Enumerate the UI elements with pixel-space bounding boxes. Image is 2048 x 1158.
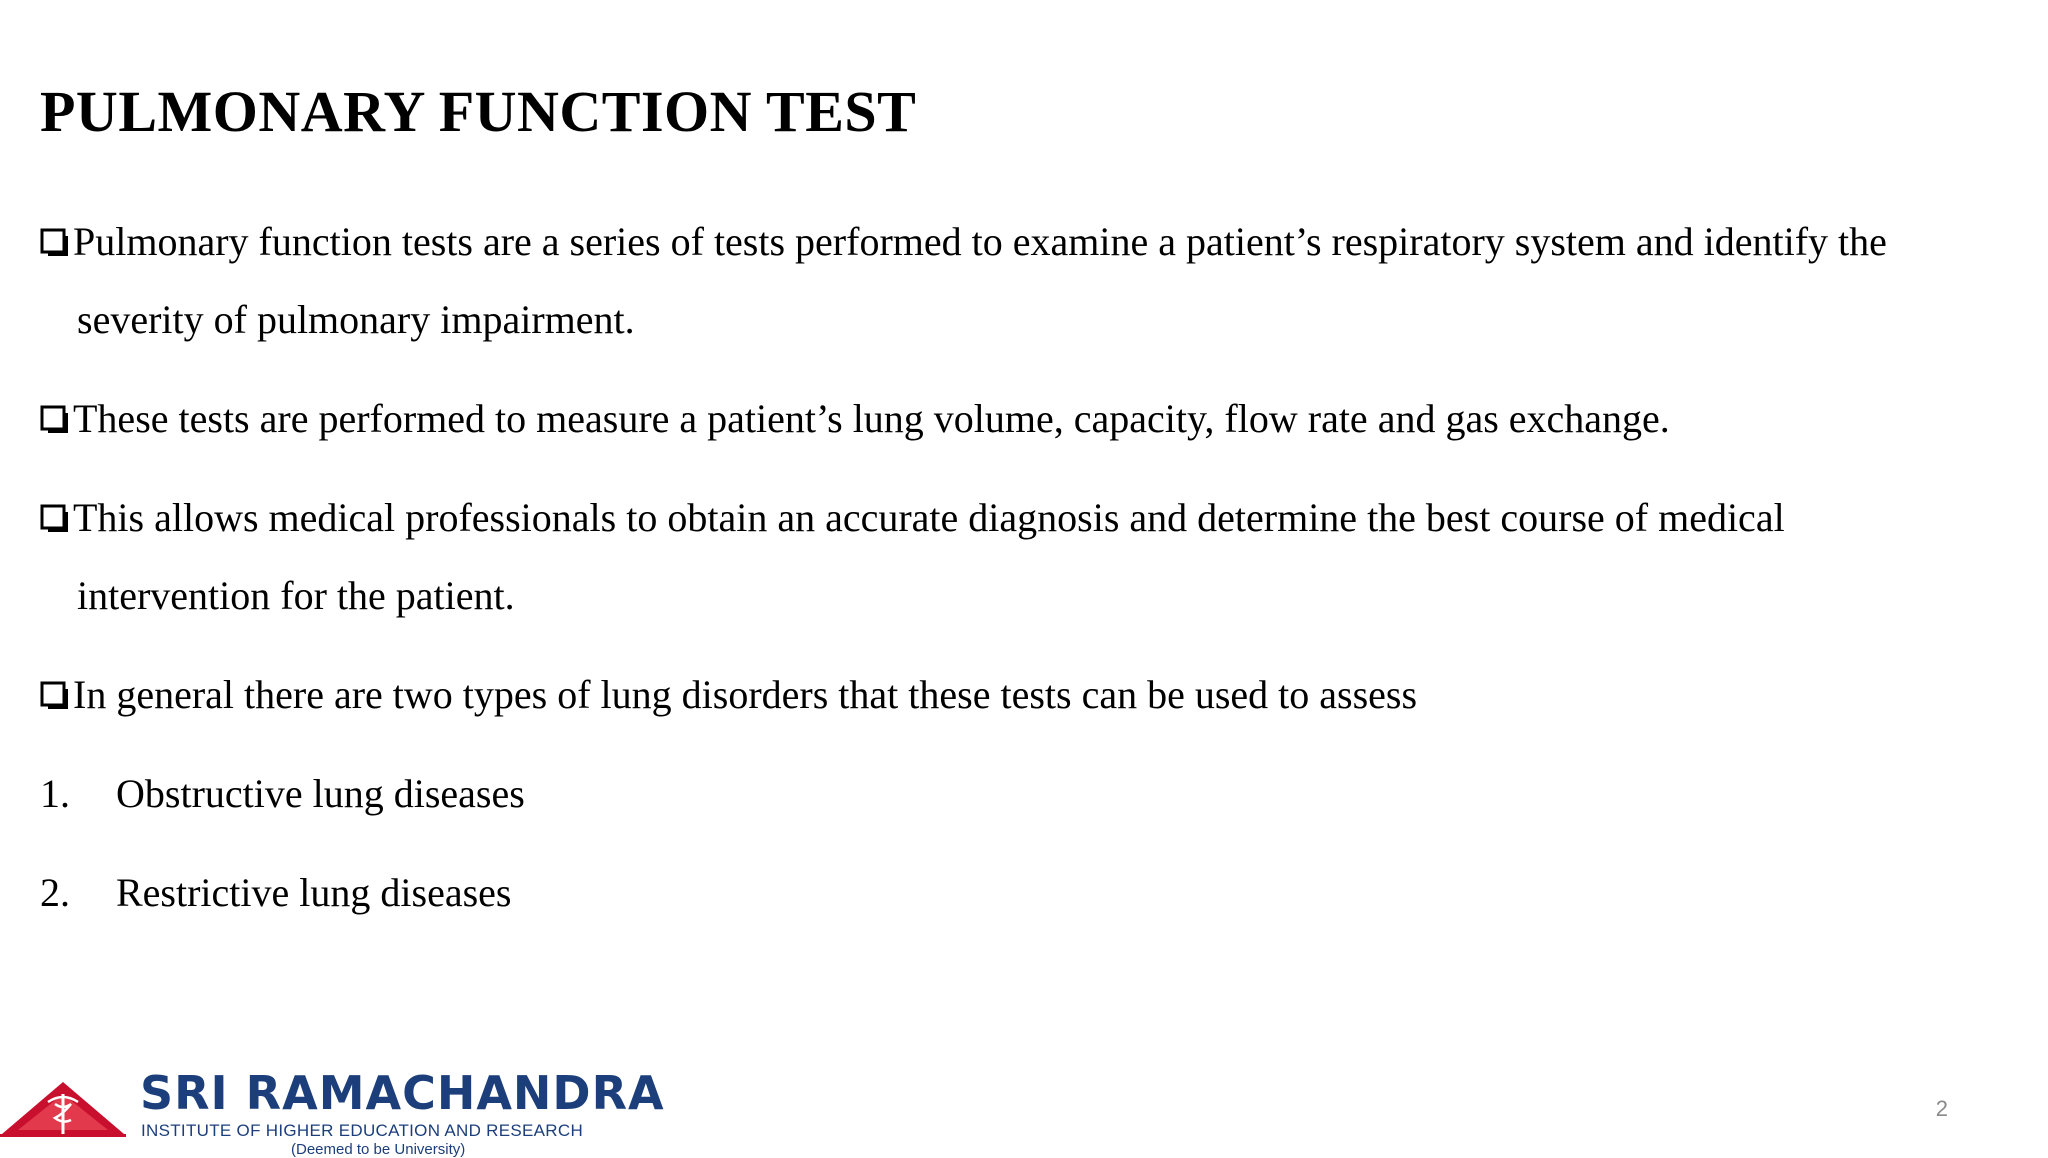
logo-deemed: (Deemed to be University) <box>291 1141 466 1158</box>
bullet-item <box>40 380 2030 458</box>
page-number: 2 <box>1935 1096 1948 1121</box>
checkbox-icon <box>40 656 73 711</box>
bullet-line: Pulmonary function tests are a series of tests performed to examine a patient’s respiratory system and identify the <box>40 203 2030 281</box>
logo-name: SRI RAMACHANDRA <box>140 1066 665 1120</box>
numbered-item <box>40 854 511 932</box>
bullet-line: intervention for the patient. <box>77 573 515 618</box>
bullet-line: In general there are two types of lung disorders that these tests can be used to assess <box>40 656 2030 734</box>
numbered-item <box>40 755 525 833</box>
bullet-line: This allows medical professionals to obtain an accurate diagnosis and determine the best course of medical <box>40 479 2030 557</box>
checkbox-icon <box>40 380 73 435</box>
number-label: 1. <box>40 771 70 816</box>
institution-logo <box>0 1066 680 1158</box>
bullet-item <box>40 656 2030 734</box>
caduceus-emblem-icon <box>0 1080 126 1143</box>
slide-title: PULMONARY FUNCTION TEST <box>40 79 917 144</box>
numbered-item-text: Restrictive lung diseases <box>116 870 512 915</box>
numbered-item-text: Obstructive lung diseases <box>116 771 525 816</box>
checkbox-icon <box>40 479 73 534</box>
logo-subtitle: INSTITUTE OF HIGHER EDUCATION AND RESEARCH <box>141 1121 584 1140</box>
bullet-line: severity of pulmonary impairment. <box>77 297 635 342</box>
number-label: 2. <box>40 870 70 915</box>
bullet-item <box>40 203 2030 359</box>
bullet-item <box>40 479 2030 635</box>
checkbox-icon <box>40 203 73 258</box>
bullet-line: These tests are performed to measure a patient’s lung volume, capacity, flow rate and gas exchange. <box>40 380 2030 458</box>
